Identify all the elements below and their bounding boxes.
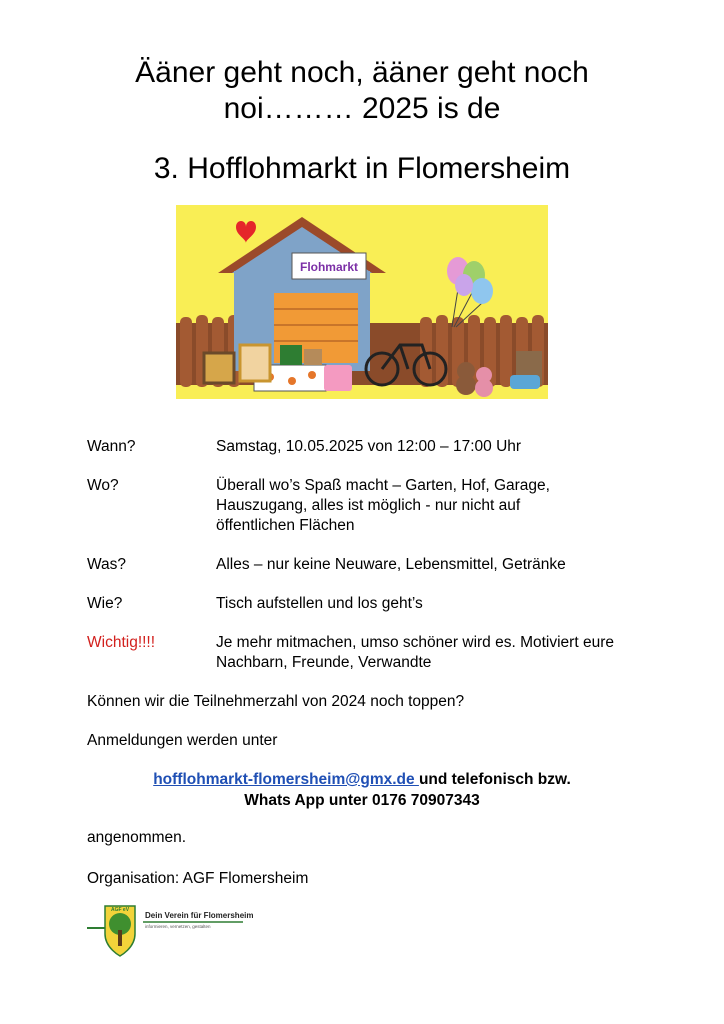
headline-event-title: 3. Hofflohmarkt in Flomersheim: [153, 152, 571, 185]
detail-label: Wann?: [87, 438, 136, 455]
sign-text: Flohmarkt: [299, 260, 359, 274]
pink-suitcase: [324, 365, 352, 391]
picture-frame: [204, 353, 234, 383]
email-link[interactable]: hofflohmarkt-flomersheim@gmx.de: [153, 771, 419, 788]
logo-badge-text: AGF eV: [110, 907, 130, 913]
detail-value: Samstag, 10.05.2025 von 12:00 – 17:00 Uhr: [216, 438, 522, 455]
detail-value: Tisch aufstellen und los geht’s: [216, 595, 423, 612]
detail-label: Was?: [87, 556, 127, 573]
detail-label-important: Wichtig!!!!: [87, 634, 156, 651]
contact-rest: und telefonisch bzw.: [418, 771, 571, 788]
participation-question: Können wir die Teilnehmerzahl von 2024 noch toppen?: [87, 693, 465, 710]
headline-line-1: Ääner geht noch, ääner geht noch: [135, 56, 589, 89]
organisation-text: Organisation: AGF Flomersheim: [87, 870, 309, 887]
detail-value: Überall wo’s Spaß macht – Garten, Hof, Garage, Hauszugang, alles ist möglich - nur nicht auf öffentlichen Flächen: [216, 477, 550, 534]
detail-label: Wie?: [87, 595, 123, 612]
contact-line: [0, 769, 724, 790]
picture-frame-2: [240, 345, 270, 381]
logo-tagline: Dein Verein für Flomersheim: [145, 911, 254, 920]
flea-market-illustration: [176, 205, 548, 399]
headline-line-2: noi……… 2025 is de: [223, 92, 501, 125]
detail-value: Je mehr mitmachen, umso schöner wird es. Motiviert eure Nachbarn, Freunde, Verwandte: [216, 634, 614, 671]
agf-logo: [87, 900, 257, 960]
detail-value: Alles – nur keine Neuware, Lebensmittel, Getränke: [216, 556, 566, 573]
registration-intro: Anmeldungen werden unter: [87, 732, 278, 749]
whatsapp-line: Whats App unter 0176 70907343: [244, 792, 480, 809]
accepted-text: angenommen.: [87, 829, 187, 846]
bowl: [510, 375, 540, 389]
logo-subline: informieren, vernetzen, gestalten: [145, 924, 211, 929]
detail-label: Wo?: [87, 477, 119, 494]
